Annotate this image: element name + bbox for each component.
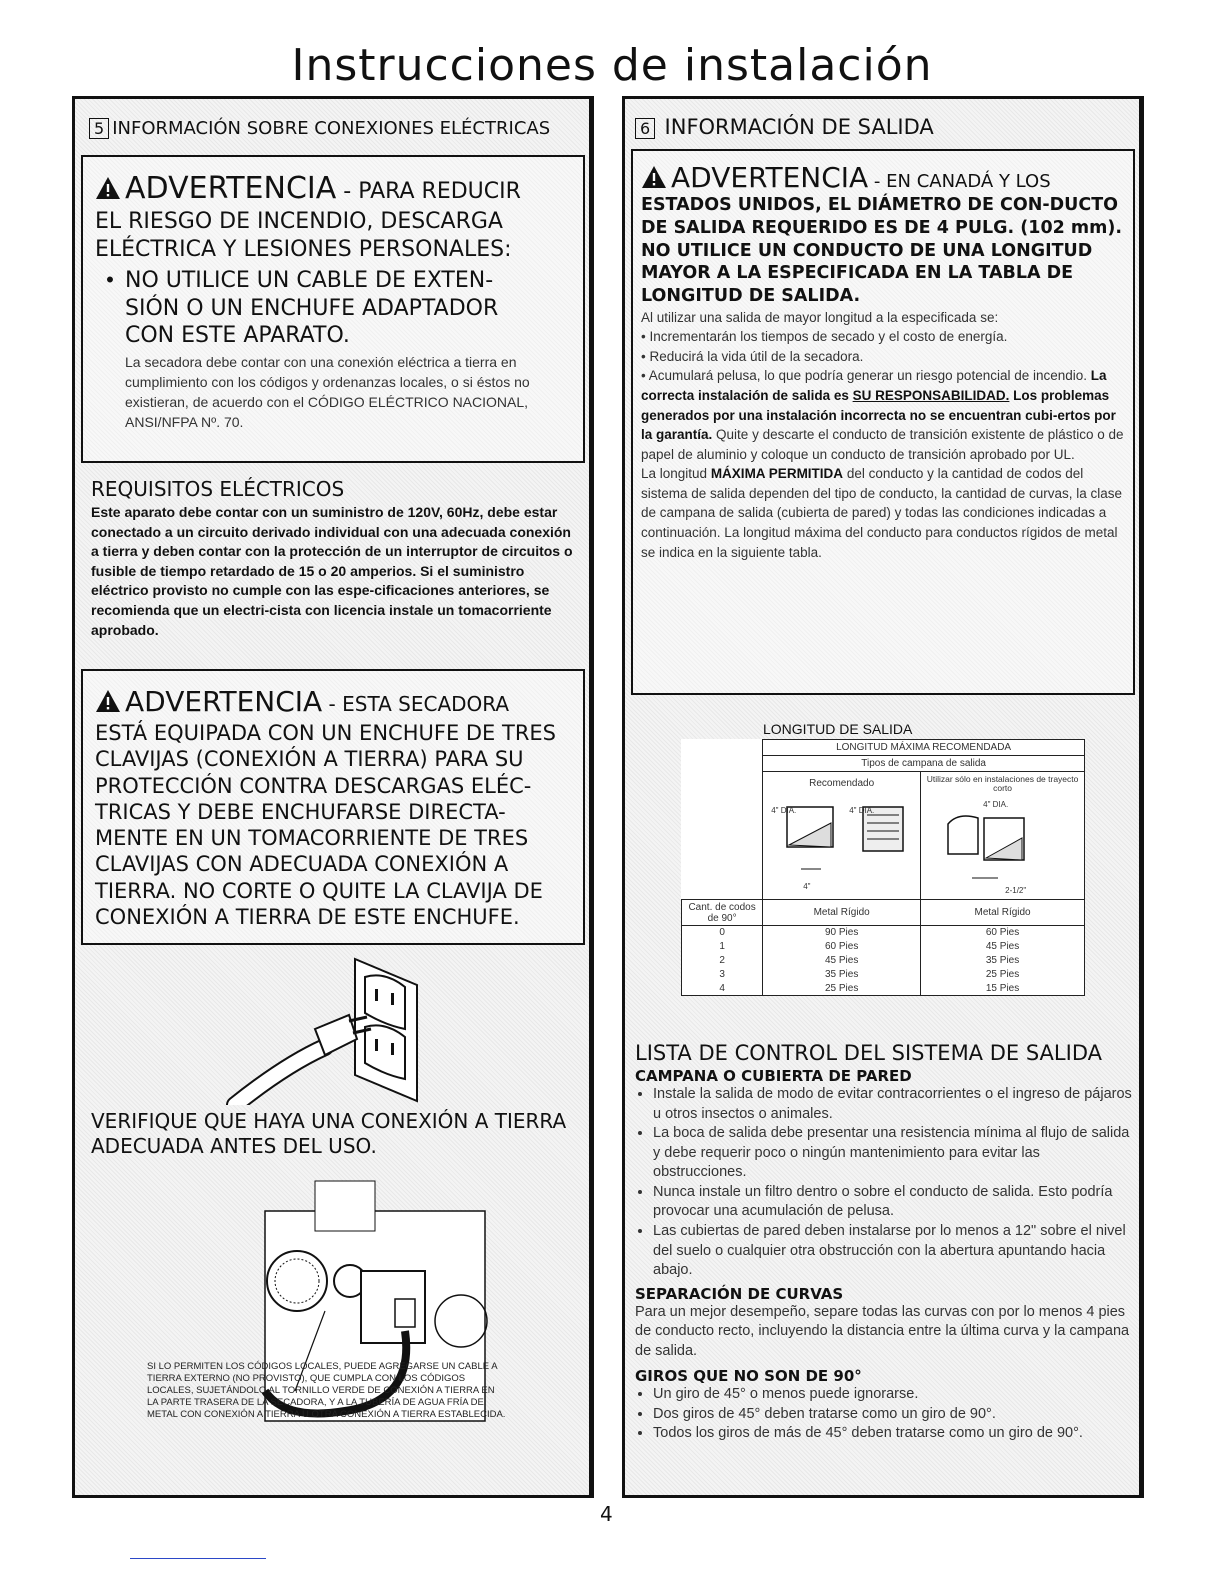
- warning-line-3: ELÉCTRICA Y LESIONES PERSONALES:: [95, 236, 512, 262]
- separation-title: SEPARACIÓN DE CURVAS: [635, 1284, 844, 1303]
- list-item: • Nunca instale un filtro dentro o sobre el conducto de salida. Esto podría provocar una acumulación de pelusa.: [653, 1183, 1135, 1222]
- warning-box-fire: [81, 155, 585, 463]
- warning-line-2: EL RIESGO DE INCENDIO, DESCARGA: [95, 209, 503, 234]
- exhaust-length-table: [681, 739, 1085, 996]
- table-blank: [682, 772, 763, 900]
- table-col-elbows: Cant. de codos de 90°: [682, 900, 763, 926]
- warning-triangle-icon: [641, 165, 667, 189]
- table-cell: 2: [682, 954, 763, 968]
- responsibility-u: SU RESPONSABILIDAD.: [852, 388, 1010, 403]
- exhaust-bullet-3-text: • Acumulará pelusa, lo que podría generar un riesgo potencial de incendio.: [641, 368, 1088, 384]
- hood-title: CAMPANA O CUBIERTA DE PARED: [635, 1067, 912, 1085]
- section-5-heading: [89, 115, 550, 139]
- section-number: 5: [89, 118, 109, 139]
- max-length-b: MÁXIMA PERMITIDA: [710, 466, 844, 482]
- list-item: • La boca de salida debe presentar una resistencia mínima al flujo de salida y debe requerir poco o ningún mantenimiento para evitar las obstrucciones.: [653, 1124, 1135, 1183]
- exhaust-bullet-3: [641, 366, 1127, 464]
- dia-label-1: 4" DIA.: [771, 806, 797, 815]
- transition-duct-text: Quite y descarte el conducto de transición existente de plástico o de papel de aluminio y coloque un conducto de transición aprobado por UL.: [641, 427, 1124, 462]
- exhaust-intro: Al utilizar una salida de mayor longitud a la especificada se:: [641, 309, 999, 325]
- warning-word: ADVERTENCIA: [125, 171, 337, 206]
- table-cell: 60 Pies: [763, 940, 921, 954]
- table-cell: 1: [682, 940, 763, 954]
- dia-label-3: 4" DIA.: [983, 800, 1009, 809]
- table-title: LONGITUD DE SALIDA: [763, 721, 913, 737]
- list-item: • Instale la salida de modo de evitar contracorrientes o el ingreso de pájaros u otros insectos o animales.: [653, 1085, 1135, 1124]
- requirements-body: Este aparato debe contar con un suministro de 120V, 60Hz, debe estar conectado a un circuito derivado individual con una adecuada conexión a tierra y deben contar con la protección de un interruptor de circuitos o fusible de tiempo retardado de 15 o 20 amperios. Si el suministro eléctrico provisto no cumple con las espe-cificaciones anteriores, se recomienda que un electri-cista con licencia instale un tomacorriente aprobado.: [91, 504, 573, 638]
- warning-triangle-icon: [95, 689, 121, 713]
- table-cell: 15 Pies: [921, 982, 1085, 996]
- three-prong-plug-illustration: [225, 955, 425, 1105]
- left-column: [72, 96, 594, 1498]
- max-length-para: [641, 464, 1127, 562]
- table-cell: 0: [682, 926, 763, 940]
- table-cell: 45 Pies: [921, 940, 1085, 954]
- dim-4-label: 4": [803, 882, 811, 891]
- footer-link-rule[interactable]: [130, 1558, 266, 1559]
- table-cell: 90 Pies: [763, 926, 921, 940]
- hood-recommended-label: Recomendado: [809, 778, 875, 789]
- list-item: • Todos los giros de más de 45° deben tratarse como un giro de 90°.: [653, 1424, 1135, 1444]
- table-cell: 25 Pies: [763, 982, 921, 996]
- warning-box-exhaust: [631, 149, 1135, 695]
- responsibility-b: Los problemas generados por una instalación incorrecta no se encuentran cubi-ertos por la garantía.: [641, 388, 1116, 443]
- table-cell: 60 Pies: [921, 926, 1085, 940]
- turns-title: GIROS QUE NO SON DE 90°: [635, 1367, 862, 1386]
- list-item: • Un giro de 45° o menos puede ignorarse.: [653, 1385, 1135, 1405]
- section-title: INFORMACIÓN DE SALIDA: [664, 115, 934, 139]
- page-number: 4: [600, 1502, 613, 1526]
- requirements-title: REQUISITOS ELÉCTRICOS: [91, 477, 345, 501]
- warning-box-plug: [81, 669, 585, 945]
- hood-list: [635, 1085, 1135, 1281]
- warning-word: ADVERTENCIA: [671, 161, 869, 194]
- table-blank: [682, 740, 763, 756]
- section-6-heading: [635, 115, 934, 139]
- warning-plug-body: ESTÁ EQUIPADA CON UN ENCHUFE DE TRES CLAVIJAS (CONEXIÓN A TIERRA) PARA SU PROTECCIÓN CONTRA DESCARGAS ELÉC-TRICAS Y DEBE ENCHUFARSE DIRECTA-MENTE EN UN TOMACORRIENTE DE TRES CLAVIJAS CON ADECUADA CONEXIÓN A TIERRA. NO CORTE O QUITE LA CLAVIJA DE CONEXIÓN A TIERRA DE ESTE ENCHUFE.: [95, 721, 557, 929]
- list-item: • Las cubiertas de pared deben instalarse por lo menos a 12" sobre el nivel del suelo o cualquier otra obstrucción con la abertura apuntando hacia abajo.: [653, 1222, 1135, 1281]
- table-header-max: LONGITUD MÁXIMA RECOMENDADA: [763, 740, 1085, 756]
- warning-body: La secadora debe contar con una conexión eléctrica a tierra en cumplimiento con los códigos y ordenanzas locales, o si éstos no existieran, de acuerdo con el CÓDIGO ELÉCTRICO NACIONAL, ANSI/NFPA Nº. 70.: [125, 353, 530, 431]
- warning-triangle-icon: [95, 176, 121, 200]
- warning-title: [641, 161, 1125, 194]
- exhaust-bullet-1: • Incrementarán los tiempos de secado y el costo de energía.: [641, 329, 1008, 345]
- table-cell: 4: [682, 982, 763, 996]
- right-column: [622, 96, 1144, 1498]
- section-number: 6: [635, 118, 655, 139]
- bullet-dot: •: [106, 267, 114, 292]
- warning-title-2: [95, 685, 571, 718]
- table-cell: 45 Pies: [763, 954, 921, 968]
- separation-body: Para un mejor desempeño, separe todas las curvas con por lo menos 4 pies de conducto recto, incluyendo la distancia entre la última curva y la campana de salida.: [635, 1303, 1130, 1359]
- page-title: Instrucciones de instalación: [291, 40, 933, 91]
- warning-tail: - ESTA SECADORA: [322, 692, 510, 716]
- max-length-a: La longitud: [641, 466, 711, 482]
- table-cell: 35 Pies: [921, 954, 1085, 968]
- warning-tail: - PARA REDUCIR: [336, 179, 521, 204]
- exhaust-checklist: [635, 1041, 1135, 1444]
- recommended-hoods-icon: [767, 789, 917, 881]
- table-cell: 35 Pies: [763, 968, 921, 982]
- table-col-metal-1: Metal Rígido: [763, 900, 921, 926]
- table-cell: 3: [682, 968, 763, 982]
- warning-title: [95, 171, 571, 206]
- warning-word: ADVERTENCIA: [125, 685, 323, 718]
- checklist-title: LISTA DE CONTROL DEL SISTEMA DE SALIDA: [635, 1041, 1102, 1065]
- max-length-c: del conducto y la cantidad de codos del sistema de salida dependen del tipo de conducto, la cantidad de curvas, la clase de campana de salida (cubierta de pared) y todas las condiciones indicadas a continuación. La longitud máxima del conducto para conductos rígidos de metal se indica en la siguiente tabla.: [641, 466, 1123, 560]
- table-col-metal-2: Metal Rígido: [921, 900, 1085, 926]
- warning-bullet-row: [95, 267, 571, 350]
- section-title: INFORMACIÓN SOBRE CONEXIONES ELÉCTRICAS: [112, 118, 551, 139]
- exhaust-details: [641, 308, 1127, 562]
- electrical-requirements: [91, 477, 581, 640]
- list-item: • Dos giros de 45° deben tratarse como un giro de 90°.: [653, 1405, 1135, 1425]
- dia-label-2: 4" DIA.: [849, 806, 875, 815]
- warning-bullet: NO UTILICE UN CABLE DE EXTEN-SIÓN O UN ENCHUFE ADAPTADOR CON ESTE APARATO.: [125, 268, 499, 348]
- table-cell: 25 Pies: [921, 968, 1085, 982]
- hood-recommended-cell: [763, 772, 921, 900]
- verify-ground-text: VERIFIQUE QUE HAYA UNA CONEXIÓN A TIERRA ADECUADA ANTES DEL USO.: [91, 1109, 567, 1158]
- table-header-hood-types: Tipos de campana de salida: [763, 756, 1085, 772]
- hood-short-label: Utilizar sólo en instalaciones de trayecto corto: [926, 774, 1079, 794]
- hood-short-cell: [921, 772, 1085, 900]
- table-blank: [682, 756, 763, 772]
- responsibility-a: La correcta instalación de salida es: [641, 368, 1107, 403]
- turns-list: [635, 1385, 1135, 1444]
- warning-exhaust-body: ESTADOS UNIDOS, EL DIÁMETRO DE CON-DUCTO DE SALIDA REQUERIDO ES DE 4 PULG. (102 mm). NO UTILICE UN CONDUCTO DE UNA LONGITUD MAYOR A LA ESPECIFICADA EN LA TABLA DE LONGITUD DE SALIDA.: [641, 195, 1123, 306]
- warning-tail: - EN CANADÁ Y LOS: [868, 171, 1051, 192]
- ground-wire-note: SI LO PERMITEN LOS CÓDIGOS LOCALES, PUEDE AGREGARSE UN CABLE A TIERRA EXTERNO (NO PROVISTO), QUE CUMPLA CON LOS CÓDIGOS LOCALES, SUJETÁNDOLO AL TORNILLO VERDE DE CONEXIÓN A TIERRA EN LA PARTE TRASERA DE LA SECADORA, Y A LA TUBERÍA DE AGUA FRÍA DE METAL CON CONEXIÓN A TIERRA U OTRA CONEXIÓN A TIERRA ESTABLECIDA.: [147, 1361, 506, 1420]
- dim-2-1-2-label: 2-1/2": [1005, 886, 1027, 895]
- exhaust-bullet-2: • Reducirá la vida útil de la secadora.: [641, 348, 864, 364]
